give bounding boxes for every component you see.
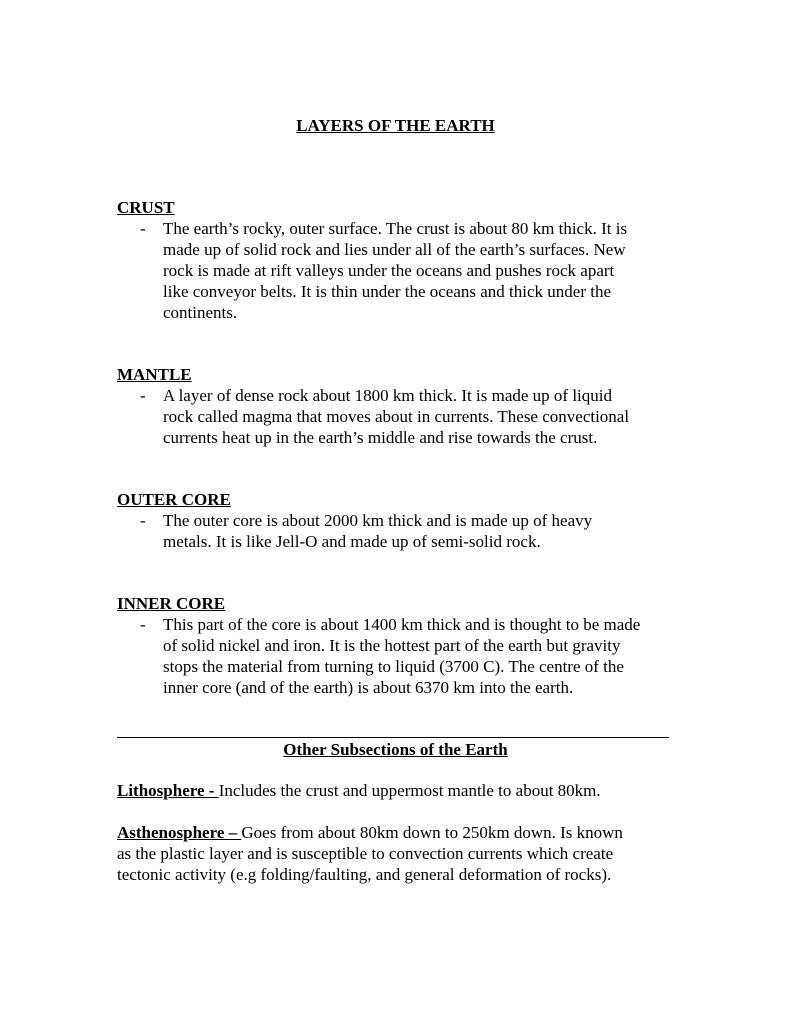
bullet-dash: - bbox=[140, 386, 146, 405]
subsections-title: Other Subsections of the Earth bbox=[283, 740, 508, 759]
lithosphere-paragraph bbox=[117, 780, 687, 801]
lithosphere-text: Includes the crust and uppermost mantle to about 80km. bbox=[218, 781, 601, 800]
lithosphere-term: Lithosphere - bbox=[117, 781, 219, 800]
section-heading: MANTLE bbox=[117, 365, 192, 384]
text-line: as the plastic layer and is susceptible to convection currents which create bbox=[117, 844, 614, 863]
text-line: of solid nickel and iron. It is the hottest part of the earth but gravity bbox=[163, 636, 621, 655]
text-line: metals. It is like Jell-O and made up of semi-solid rock. bbox=[163, 532, 541, 551]
text-line: The earth’s rocky, outer surface. The crust is about 80 km thick. It is bbox=[163, 219, 628, 238]
asthenosphere-paragraph bbox=[117, 822, 687, 885]
text-line: like conveyor belts. It is thin under the oceans and thick under the bbox=[163, 282, 612, 301]
text-line: continents. bbox=[163, 303, 238, 322]
section-heading: CRUST bbox=[117, 198, 175, 217]
section-bullet bbox=[117, 510, 677, 552]
page-title: LAYERS OF THE EARTH bbox=[296, 116, 495, 135]
text-line: tectonic activity (e.g folding/faulting, and general deformation of rocks). bbox=[117, 865, 612, 884]
section-heading: OUTER CORE bbox=[117, 490, 231, 509]
horizontal-divider bbox=[117, 737, 669, 738]
section-outer-core bbox=[117, 489, 677, 552]
text-line: stops the material from turning to liquid (3700 C). The centre of the bbox=[163, 657, 624, 676]
text-line: inner core (and of the earth) is about 6370 km into the earth. bbox=[163, 678, 574, 697]
bullet-dash: - bbox=[140, 615, 146, 634]
section-bullet bbox=[117, 614, 677, 698]
bullet-dash: - bbox=[140, 219, 146, 238]
text-line: A layer of dense rock about 1800 km thick. It is made up of liquid bbox=[163, 386, 612, 405]
bullet-dash: - bbox=[140, 511, 146, 530]
text-line: Goes from about 80km down to 250km down. Is known bbox=[241, 823, 623, 842]
text-line: currents heat up in the earth’s middle and rise towards the crust. bbox=[163, 428, 598, 447]
section-mantle bbox=[117, 364, 677, 448]
text-line: rock called magma that moves about in currents. These convectional bbox=[163, 407, 630, 426]
text-line: rock is made at rift valleys under the oceans and pushes rock apart bbox=[163, 261, 615, 280]
text-line: This part of the core is about 1400 km thick and is thought to be made bbox=[163, 615, 641, 634]
section-bullet bbox=[117, 218, 677, 323]
text-line: The outer core is about 2000 km thick and is made up of heavy bbox=[163, 511, 593, 530]
asthenosphere-term: Asthenosphere – bbox=[117, 823, 242, 842]
section-crust bbox=[117, 197, 677, 323]
section-bullet bbox=[117, 385, 677, 448]
section-heading: INNER CORE bbox=[117, 594, 226, 613]
text-line: made up of solid rock and lies under all of the earth’s surfaces. New bbox=[163, 240, 626, 259]
section-inner-core bbox=[117, 593, 677, 698]
